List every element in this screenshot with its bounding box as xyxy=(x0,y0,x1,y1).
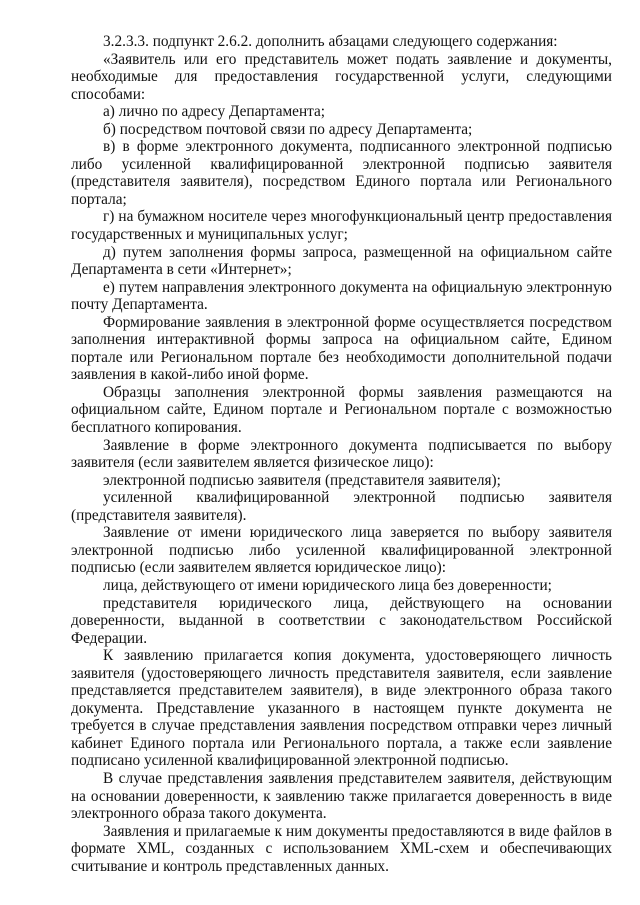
paragraph-subclause-heading: 3.2.3.3. подпункт 2.6.2. дополнить абзацами следующего содержания: xyxy=(103,33,558,50)
legal-entity-option-representative: представителя юридического лица, действующего на основании доверенности, выданной в соответствии с законодательством Российской Федерации. xyxy=(71,594,612,647)
list-item-e: е) путем направления электронного документа на официальную электронную почту Департамента. xyxy=(71,278,612,314)
paragraph-electronic-form: Формирование заявления в электронной форме осуществляется посредством заполнения интерактивной формы запроса на официальном сайте, Едином портале или Региональном портале без необходимости дополнительной подачи заявления в какой-либо иной форме. xyxy=(71,313,612,384)
paragraph-identity-document: К заявлению прилагается копия документа, удостоверяющего личность заявителя (удостоверяющего личность представителя заявителя, если заявление представляется представителем заявителя), в виде электронного образа такого документа. Представление указанного в настоящем пункте документа не требуется в случае представления заявления посредством отправки через личный кабинет Единого портала или Регионального портала, а также если заявление подписано усиленной квалифицированной электронной подписью. xyxy=(71,647,612,770)
list-item-d: д) путем заполнения формы запроса, размещенной на официальном сайте Департамента в сети «Интернет»; xyxy=(71,243,612,279)
legal-entity-option-without-poa: лица, действующего от имени юридического лица без доверенности; xyxy=(103,576,552,594)
paragraph-legal-entity: Заявление от имени юридического лица заверяется по выбору заявителя электронной подписью либо усиленной квалифицированной электронной подписью (если заявителем является юридическое лицо): xyxy=(71,524,612,577)
list-item-b: б) посредством почтовой связи по адресу Департамента; xyxy=(103,120,473,138)
paragraph-form-samples: Образцы заполнения электронной формы заявления размещаются на официальном сайте, Едином портале и Региональном портале с возможностью бесплатного копирования. xyxy=(71,383,612,437)
paragraph-applicant-may-submit: «Заявитель или его представитель может подать заявление и документы, необходимые для предоставления государственной услуги, следующими способами: xyxy=(71,50,612,103)
list-item-g: г) на бумажном носителе через многофункциональный центр предоставления государственных и муниципальных услуг; xyxy=(71,208,612,244)
signature-option-simple: электронной подписью заявителя (представителя заявителя); xyxy=(103,471,501,489)
paragraph-signature-choice: Заявление в форме электронного документа подписывается по выбору заявителя (если заявителем является физическое лицо): xyxy=(71,436,612,472)
signature-option-qualified: усиленной квалифицированной электронной подписью заявителя (представителя заявителя). xyxy=(71,489,612,524)
paragraph-power-of-attorney: В случае представления заявления представителем заявителя, действующим на основании доверенности, к заявлению также прилагается доверенность в виде электронного образа такого документа. xyxy=(71,769,612,823)
list-item-v: в) в форме электронного документа, подписанного электронной подписью либо усиленной квалифицированной электронной подписью заявителя (представителя заявителя), посредством Единого портала или Регионального портала; xyxy=(71,138,612,208)
list-item-a: а) лично по адресу Департамента; xyxy=(103,103,326,121)
paragraph-xml-format: Заявления и прилагаемые к ним документы предоставляются в виде файлов в формате XML, созданных с использованием XML-схем и обеспечивающих считывание и контроль представленных данных. xyxy=(71,822,612,875)
